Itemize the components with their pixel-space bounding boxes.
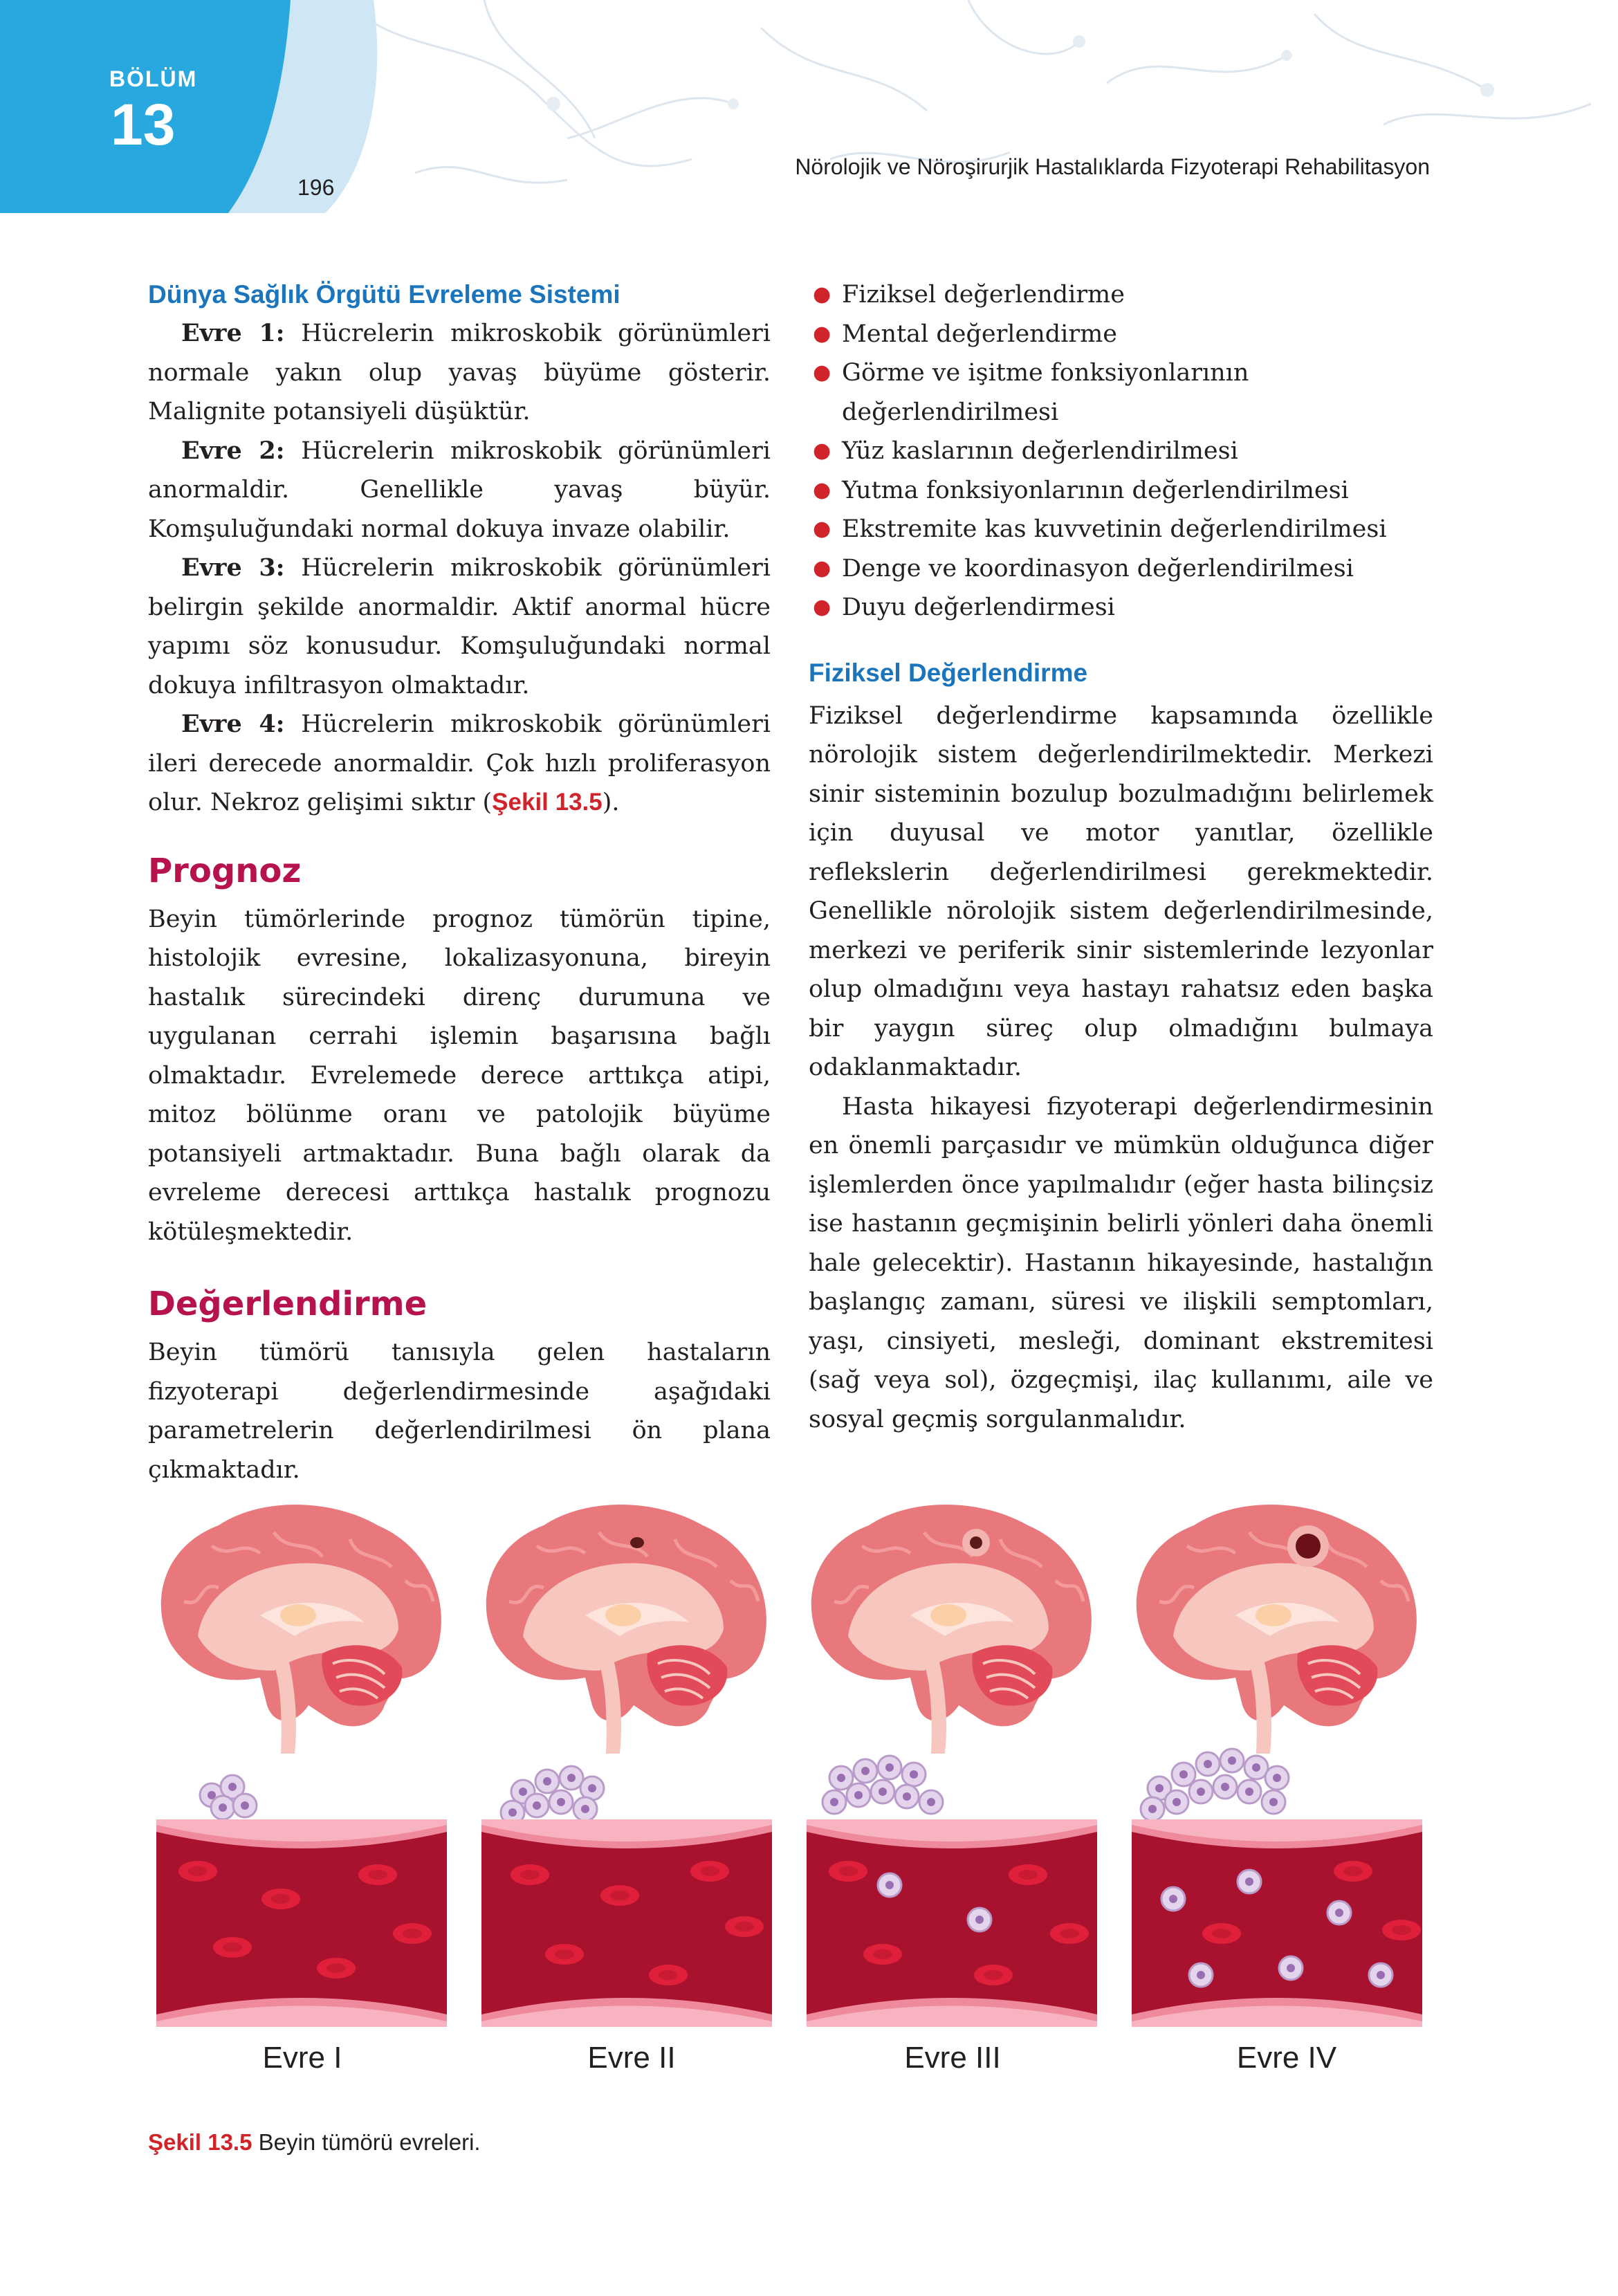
bullet-icon: ● — [813, 321, 831, 346]
fiziksel-paragraph-1: Fiziksel değerlendirme kapsamında özellikle nörolojik sistem değerlendirilmektedir. Merkezi sinir sisteminin bozulup bozulmadığını belirlemek için duyusal ve motor yanıtlar, özellikle reflekslerin değerlendirilmesi gerekmektedir. Genellikle nörolojik sistem değerlendirilmesinde, merkezi ve periferik sinir sistemlerinde lezyonlar olup olmadığını veya hastayı rahatsız eden başka bir yaygın süreç olup olmadığını bulmaya odaklanmaktadır. — [809, 701, 1433, 1081]
bullet-icon: ● — [813, 282, 831, 306]
bullet-icon: ● — [813, 595, 831, 619]
list-item: ● Fiziksel değerlendirme — [809, 275, 1433, 315]
figure-caption-number: Şekil 13.5 — [148, 2129, 252, 2155]
right-column — [809, 275, 1433, 1439]
list-item: ● Denge ve koordinasyon değerlendirilmesi — [809, 549, 1433, 589]
stage-3-paragraph — [148, 549, 771, 705]
stage-4-label: Evre 4: — [181, 710, 285, 738]
figure-caption — [148, 2129, 481, 2156]
prognoz-paragraph: Beyin tümörlerinde prognoz tümörün tipine, histolojik evresine, lokalizasyonuna, bireyin hastalık sürecindeki direnç durumuna ve uygulanan cerrahi işlemin başarısına bağlı olmaktadır. Evrelemede derece arttıkça atipi, mitoz bölünme oranı ve patolojik büyüme potansiyeli artmaktadır. Buna bağlı olarak da evreleme derecesi arttıkça hastalık prognozu kötüleşmektedir. — [148, 905, 771, 1246]
degerlendirme-title: Değerlendirme — [148, 1285, 428, 1323]
bullet-icon: ● — [813, 477, 831, 502]
running-head: Nörolojik ve Nöroşirurjik Hastalıklarda Fizyoterapi Rehabilitasyon — [795, 154, 1430, 179]
stage-4-illustration — [1132, 1505, 1422, 2027]
page-header — [0, 0, 1618, 213]
stage-1-label: Evre 1: — [181, 319, 285, 347]
chapter-number: 13 — [111, 92, 176, 157]
fiziksel-paragraph-2: Hasta hikayesi fizyoterapi değerlendirmesinin en önemli parçasıdır ve mümkün olduğunca diğer işlemlerden önce yapılmalıdır (eğer hasta bilinçsiz ise hastanın geçmişinin belirli yönleri daha önemli hale gelecektir). Hastanın hikayesinde, hastalığın başlangıç zamanı, süresi ve ilişkili semptomları, yaşı, cinsiyeti, mesleği, dominant ekstremitesi (sağ veya sol), özgeçmişi, ilaç kullanımı, aile ve sosyal geçmiş sorgulanmalıdır. — [809, 1092, 1433, 1433]
stage-1-caption: Evre I — [262, 2041, 342, 2075]
chapter-label: BÖLÜM — [109, 66, 198, 91]
list-item: ● Ekstremite kas kuvvetinin değerlendirilmesi — [809, 510, 1433, 549]
figure-caption-text: Beyin tümörü evreleri. — [252, 2129, 481, 2155]
who-staging-heading: Dünya Sağlık Örgütü Evreleme Sistemi — [148, 280, 620, 309]
figure-reference-link[interactable]: Şekil 13.5 — [492, 789, 603, 816]
stage-3-caption: Evre III — [904, 2041, 1001, 2075]
bullet-icon: ● — [813, 360, 831, 385]
stage-3-text: Hücrelerin mikroskobik görünümleri belirgin şekilde anormaldir. Aktif anormal hücre yapımı söz konusudur. Komşuluğundaki normal dokuya infiltrasyon olmaktadır. — [148, 554, 771, 699]
degerlendirme-paragraph: Beyin tümörü tanısıyla gelen hastaların fizyoterapi değerlendirmesinde aşağıdaki parametrelerin değerlendirilmesi ön plana çıkmaktadır. — [148, 1339, 771, 1484]
list-item: ● Mental değerlendirme — [809, 315, 1433, 354]
stage-4-text: Hücrelerin mikroskobik görünümleri ileri derecede anormaldir. Çok hızlı proliferasyon olur. Nekroz gelişimi sıktır ( — [148, 710, 771, 816]
stage-4-after: ). — [602, 789, 620, 816]
bullet-icon: ● — [813, 555, 831, 580]
stage-1-text: Hücrelerin mikroskobik görünümleri normale yakın olup yavaş büyüme gösterir. Malignite potansiyeli düşüktür. — [148, 320, 771, 425]
list-item: ● Duyu değerlendirmesi — [809, 588, 1433, 627]
stage-4-paragraph — [148, 705, 771, 823]
list-item: ● Yüz kaslarının değerlendirilmesi — [809, 432, 1433, 471]
list-item: ● Yutma fonksiyonlarının değerlendirilmesi — [809, 471, 1433, 511]
stage-2-label: Evre 2: — [181, 436, 285, 465]
left-column — [148, 275, 771, 1489]
stage-4-caption: Evre IV — [1236, 2041, 1337, 2075]
fiziksel-heading: Fiziksel Değerlendirme — [809, 658, 1088, 687]
list-item: ● Görme ve işitme fonksiyonlarının değerlendirilmesi — [809, 353, 1433, 432]
prognoz-title: Prognoz — [148, 851, 302, 890]
stage-3-label: Evre 3: — [181, 553, 285, 582]
bullet-icon: ● — [813, 439, 831, 463]
page-number: 196 — [297, 175, 335, 200]
stage-1-illustration — [156, 1505, 447, 2027]
stage-2-text: Hücrelerin mikroskobik görünümleri anormaldir. Genellikle yavaş büyür. Komşuluğundaki normal dokuya invaze olabilir. — [148, 437, 771, 543]
stage-3-illustration — [807, 1505, 1097, 2027]
stage-2-paragraph — [148, 432, 771, 549]
stage-1-paragraph — [148, 314, 771, 432]
stage-2-caption: Evre II — [587, 2041, 676, 2075]
tumor-stages-figure — [156, 1498, 1464, 2051]
bullet-icon: ● — [813, 517, 831, 541]
stage-2-illustration — [481, 1505, 772, 2027]
assessment-list — [809, 275, 1433, 627]
